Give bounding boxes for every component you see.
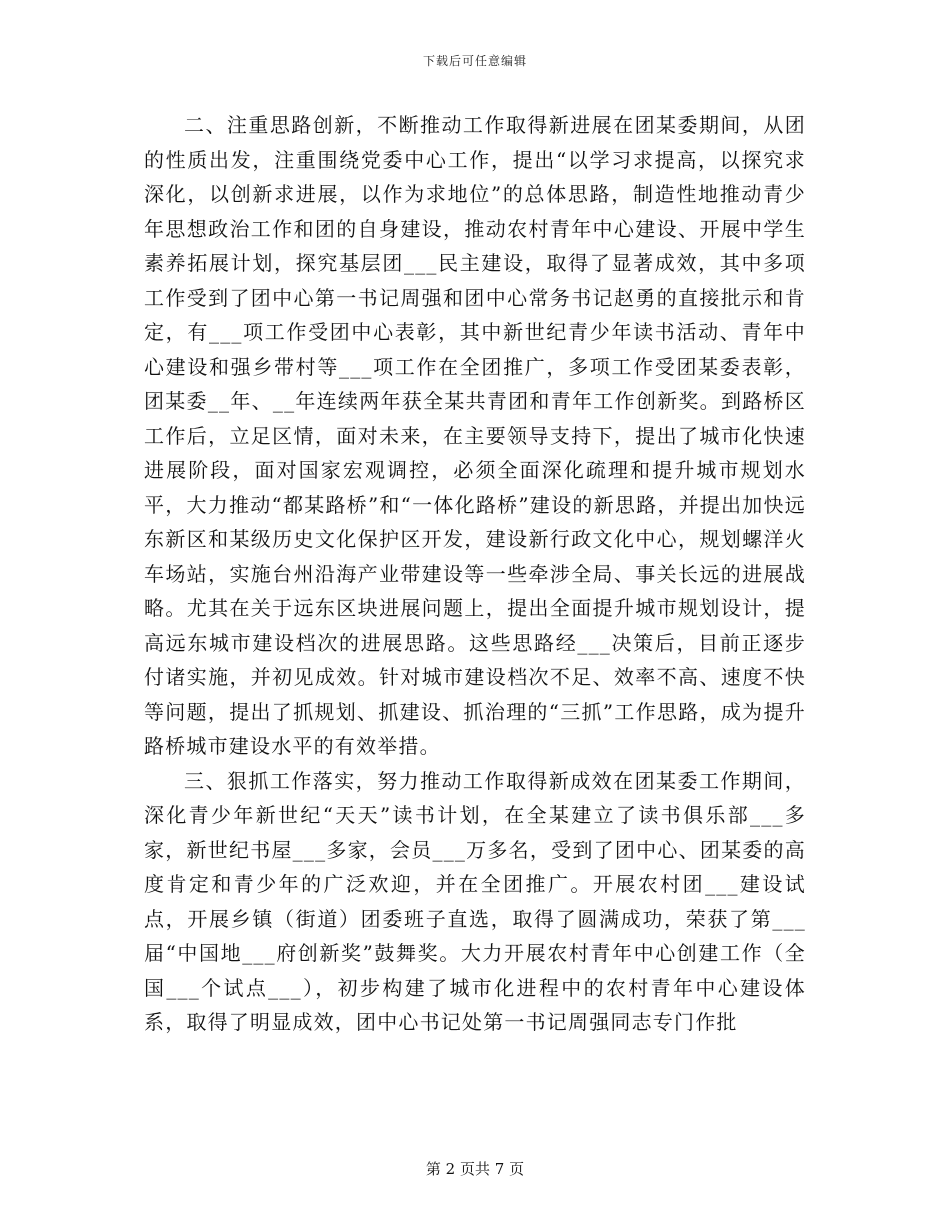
document-body: [144, 108, 806, 1040]
page-header-note: 下载后可任意编辑: [422, 54, 527, 68]
paragraph-3: 三、狠抓工作落实，努力推动工作取得新成效在团某委工作期间，深化青少年新世纪“天天”读书计划，在全某建立了读书俱乐部___多家，新世纪书屋___多家，会员___万多名，受到了团中心、团某委的高度肯定和青少年的广泛欢迎，并在全团推广。开展农村团___建设试点，开展乡镇（街道）团委班子直选，取得了圆满成功，荣获了第___届“中国地___府创新奖”鼓舞奖。大力开展农村青年中心创建工作（全国___个试点___），初步构建了城市化进程中的农村青年中心建设体系，取得了明显成效，团中心书记处第一书记周强同志专门作批: [144, 768, 806, 1034]
page-number: 第 2 页共 7 页: [425, 1160, 525, 1178]
paragraph-2: 二、注重思路创新，不断推动工作取得新进展在团某委期间，从团的性质出发，注重围绕党委中心工作，提出“以学习求提高，以探究求深化，以创新求进展，以作为求地位”的总体思路，制造性地推动青少年思想政治工作和团的自身建设，推动农村青年中心建设、开展中学生素养拓展计划，探究基层团___民主建设，取得了显著成效，其中多项工作受到了团中心第一书记周强和团中心常务书记赵勇的直接批示和肯定，有___项工作受团中心表彰，其中新世纪青少年读书活动、青年中心建设和强乡带村等___项工作在全团推广，多项工作受团某委表彰，团某委__年、__年连续两年获全某共青团和青年工作创新奖。到路桥区工作后，立足区情，面对未来，在主要领导支持下，提出了城市化快速进展阶段，面对国家宏观调控，必须全面深化疏理和提升城市规划水平，大力推动“都某路桥”和“一体化路桥”建设的新思路，并提出加快远东新区和某级历史文化保护区开发，建设新行政文化中心，规划螺洋火车场站，实施台州沿海产业带建设等一些牵涉全局、事关长远的进展战略。尤其在关于远东区块进展问题上，提出全面提升城市规划设计，提高远东城市建设档次的进展思路。这些思路经___决策后，目前正逐步付诸实施，并初见成效。针对城市建设档次不足、效率不高、速度不快等问题，提出了抓规划、抓建设、抓治理的“三抓”工作思路，成为提升路桥城市建设水平的有效举措。: [144, 113, 806, 758]
